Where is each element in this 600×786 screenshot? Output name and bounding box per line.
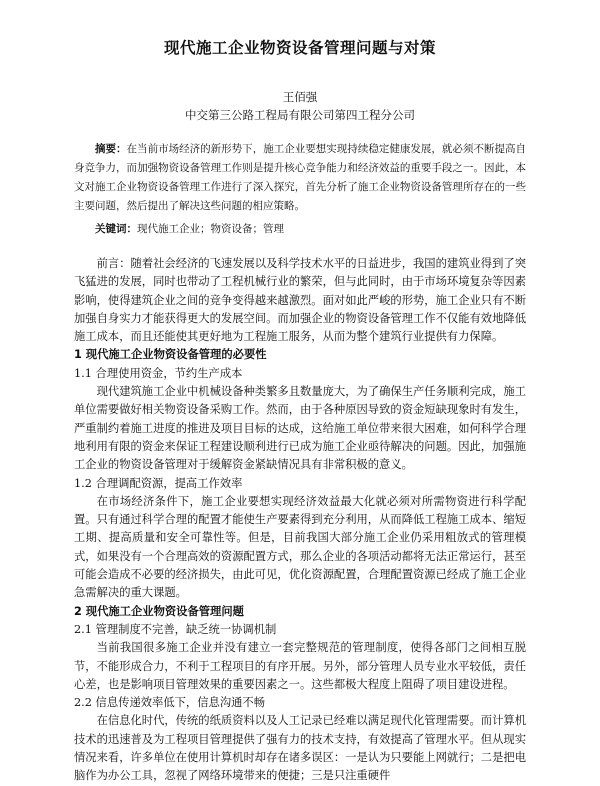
- section-2-heading: 2 现代施工企业物资设备管理问题: [74, 604, 244, 618]
- section-2-1-paragraph: 当前我国很多施工企业并没有建立一套完整规范的管理制度，使得各部门之间相互脱节，不能形成合力，不利于工程项目的有序开展。另外，部分管理人员专业水平较低，责任心差，也是影响项目管理效果的重要因素之一。这些都极大程度上阻碍了项目建设进程。: [74, 641, 526, 691]
- section-1-2-paragraph: 在市场经济条件下，施工企业要想实现经济效益最大化就必须对所需物资进行科学配置。只有通过科学合理的配置才能使生产要素得到充分利用，从而降低工程施工成本、缩短工期、提高质量和安全可靠性等。但是，目前我国大部分施工企业仍采用粗放式的管理模式，如果没有一个合理高效的资源配置方式，那么企业的各项活动都将无法正常运行，甚至可能会造成不必要的经济损失，由此可见，优化资源配置，合理配置资源已经成了施工企业急需解决的重大课题。: [74, 494, 526, 600]
- section-2-2-paragraph: 在信息化时代，传统的纸质资料以及人工记录已经难以满足现代化管理需要。而计算机技术的迅速普及为工程项目管理提供了强有力的技术支持，有效提高了管理水平。但从现实情况来看，许多单位在使用计算机时却存在诸多误区：一是认为只要能上网就行；二是把电脑作为办公工具，忽视了网络环境带来的便捷；三是只注重硬件: [74, 714, 526, 783]
- abstract-label: 摘要：: [95, 143, 127, 155]
- keywords-text: 现代施工企业；物资设备；管理: [137, 223, 284, 235]
- abstract-text: 在当前市场经济的新形势下，施工企业要想实现持续稳定健康发展，就必须不断提高自身竞争力，而加强物资设备管理工作则是提升核心竞争能力和经济效益的重要手段之一。因此，本文对施工企业物资设备管理工作进行了深入探究，首先分析了施工企业物资设备管理所存在的一些主要问题，然后提出了解决这些问题的相应策略。: [74, 143, 527, 212]
- intro-paragraph: 前言：随着社会经济的飞速发展以及科学技术水平的日益进步，我国的建筑业得到了突飞猛进的发展，同时也带动了工程机械行业的繁荣，但与此同时，由于市场环境复杂等因素影响，使得建筑企业之间的竞争变得越来越激烈。面对如此严峻的形势，施工企业只有不断加强自身实力才能获得更大的发展空间。而加强企业的物资设备管理工作不仅能有效地降低施工成本，而且还能使其更好地为工程施工服务，从而为整个建筑行业提供有力保障。: [74, 257, 526, 344]
- paper-title: 现代施工企业物资设备管理问题与对策: [163, 39, 436, 57]
- affiliation: 中交第三公路工程局有限公司第四工程分公司: [185, 108, 415, 122]
- author: 王佰强: [282, 90, 318, 104]
- abstract: [74, 140, 526, 216]
- section-1-2-heading: 1.2 合理调配资源，提高工作效率: [74, 476, 243, 490]
- section-2-1-heading: 2.1 管理制度不完善，缺乏统一协调机制: [74, 622, 277, 636]
- keywords-label: 关键词：: [95, 223, 137, 235]
- section-1-1-paragraph: 现代建筑施工企业中机械设备种类繁多且数量庞大，为了确保生产任务顺利完成，施工单位需要做好相关物资设备采购工作。然而，由于各种原因导致的资金短缺现象时有发生，严重制约着施工进度的推进及项目目标的达成，这给施工单位带来很大困难，如何科学合理地利用有限的资金来保证工程建设顺利进行已成为施工企业亟待解决的问题。因此，加强施工企业的物资设备管理对于缓解资金紧缺情况具有非常积极的意义。: [74, 385, 526, 472]
- section-1-1-heading: 1.1 合理使用资金，节约生产成本: [74, 366, 243, 380]
- paper-page: [74, 36, 526, 786]
- section-2-2-heading: 2.2 信息传递效率低下，信息沟通不畅: [74, 696, 266, 710]
- section-1-heading: 1 现代施工企业物资设备管理的必要性: [74, 348, 267, 362]
- keywords: [74, 220, 526, 239]
